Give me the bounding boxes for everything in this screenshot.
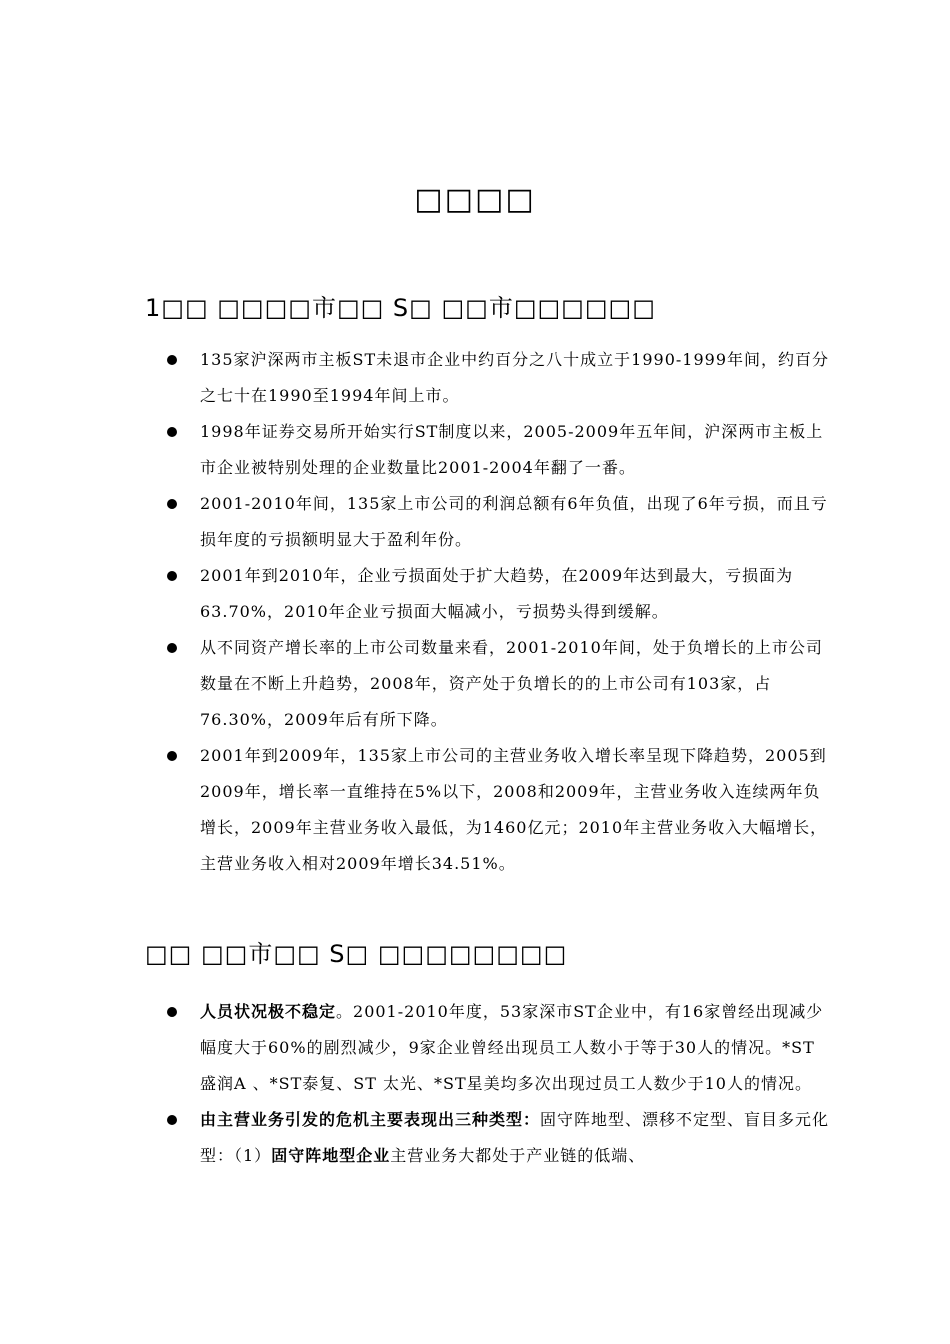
bullet-bold-lead: 由主营业务引发的危机主要表现出三种类型： <box>200 1110 541 1129</box>
bullet-text: 2001年到2010年，企业亏损面处于扩大趋势，在2009年达到最大，亏损面为63.70%，2010年企业亏损面大幅减小，亏损势头得到缓解。 <box>200 566 794 621</box>
bullet-text: 2001年到2009年，135家上市公司的主营业务收入增长率呈现下降趋势，2005到2009年，增长率一直维持在5%以下，2008和2009年，主营业务收入连续两年负增长，2009年主营业务收入最低，为1460亿元；2010年主营业务收入大幅增长，主营业务收入相对2009年增长34.51%。 <box>200 746 828 873</box>
list-item <box>160 630 830 738</box>
bullet-text: 135家沪深两市主板ST未退市企业中约百分之八十成立于1990-1999年间，约百分之七十在1990至1994年间上市。 <box>200 350 830 405</box>
list-item <box>160 738 830 882</box>
bullet-dot-icon <box>167 1115 177 1125</box>
bullet-dot-icon <box>167 751 177 761</box>
list-item <box>160 1102 830 1174</box>
list-item <box>160 994 830 1102</box>
section-1-heading: 1□□ □□□□市□□ S□ □□市□□□□□□ <box>145 294 656 322</box>
section-2-heading: □□ □□市□□ S□ □□□□□□□□ <box>145 940 568 968</box>
bullet-dot-icon <box>167 571 177 581</box>
bullet-bold-lead: 人员状况极不稳定 <box>200 1002 337 1021</box>
document-title: □□□□ <box>414 182 536 217</box>
bullet-dot-icon <box>167 427 177 437</box>
bullet-text: 2001-2010年间，135家上市公司的利润总额有6年负值，出现了6年亏损，而且亏损年度的亏损额明显大于盈利年份。 <box>200 494 828 549</box>
list-item <box>160 342 830 414</box>
bullet-text: 从不同资产增长率的上市公司数量来看，2001-2010年间，处于负增长的上市公司数量在不断上升趋势，2008年，资产处于负增长的的上市公司有103家，占76.30%，2009年后有所下降。 <box>200 638 823 729</box>
list-item <box>160 486 830 558</box>
bullet-dot-icon <box>167 1007 177 1017</box>
section-1-bullet-list <box>160 342 830 882</box>
bullet-text: 1998年证券交易所开始实行ST制度以来，2005-2009年五年间，沪深两市主板上市企业被特别处理的企业数量比2001-2004年翻了一番。 <box>200 422 824 477</box>
bullet-dot-icon <box>167 643 177 653</box>
bullet-dot-icon <box>167 499 177 509</box>
bullet-bold-term: 固守阵地型企业 <box>271 1146 391 1165</box>
bullet-text: 。2001-2010年度，53家深市ST企业中，有16家曾经出现减少幅度大于60%的剧烈减少，9家企业曾经出现员工人数小于等于30人的情况。*ST盛润A 、*ST泰复、ST 太光、*ST星美均多次出现过员工人数少于10人的情况。 <box>200 1002 824 1093</box>
list-item <box>160 414 830 486</box>
bullet-text: 固守阵地型、漂移不定型、盲目多元化型：（1） <box>200 1110 830 1165</box>
bullet-text-continued: 主营业务大都处于产业链的低端、 <box>390 1146 646 1165</box>
list-item <box>160 558 830 630</box>
bullet-dot-icon <box>167 355 177 365</box>
section-2-bullet-list <box>160 994 830 1174</box>
